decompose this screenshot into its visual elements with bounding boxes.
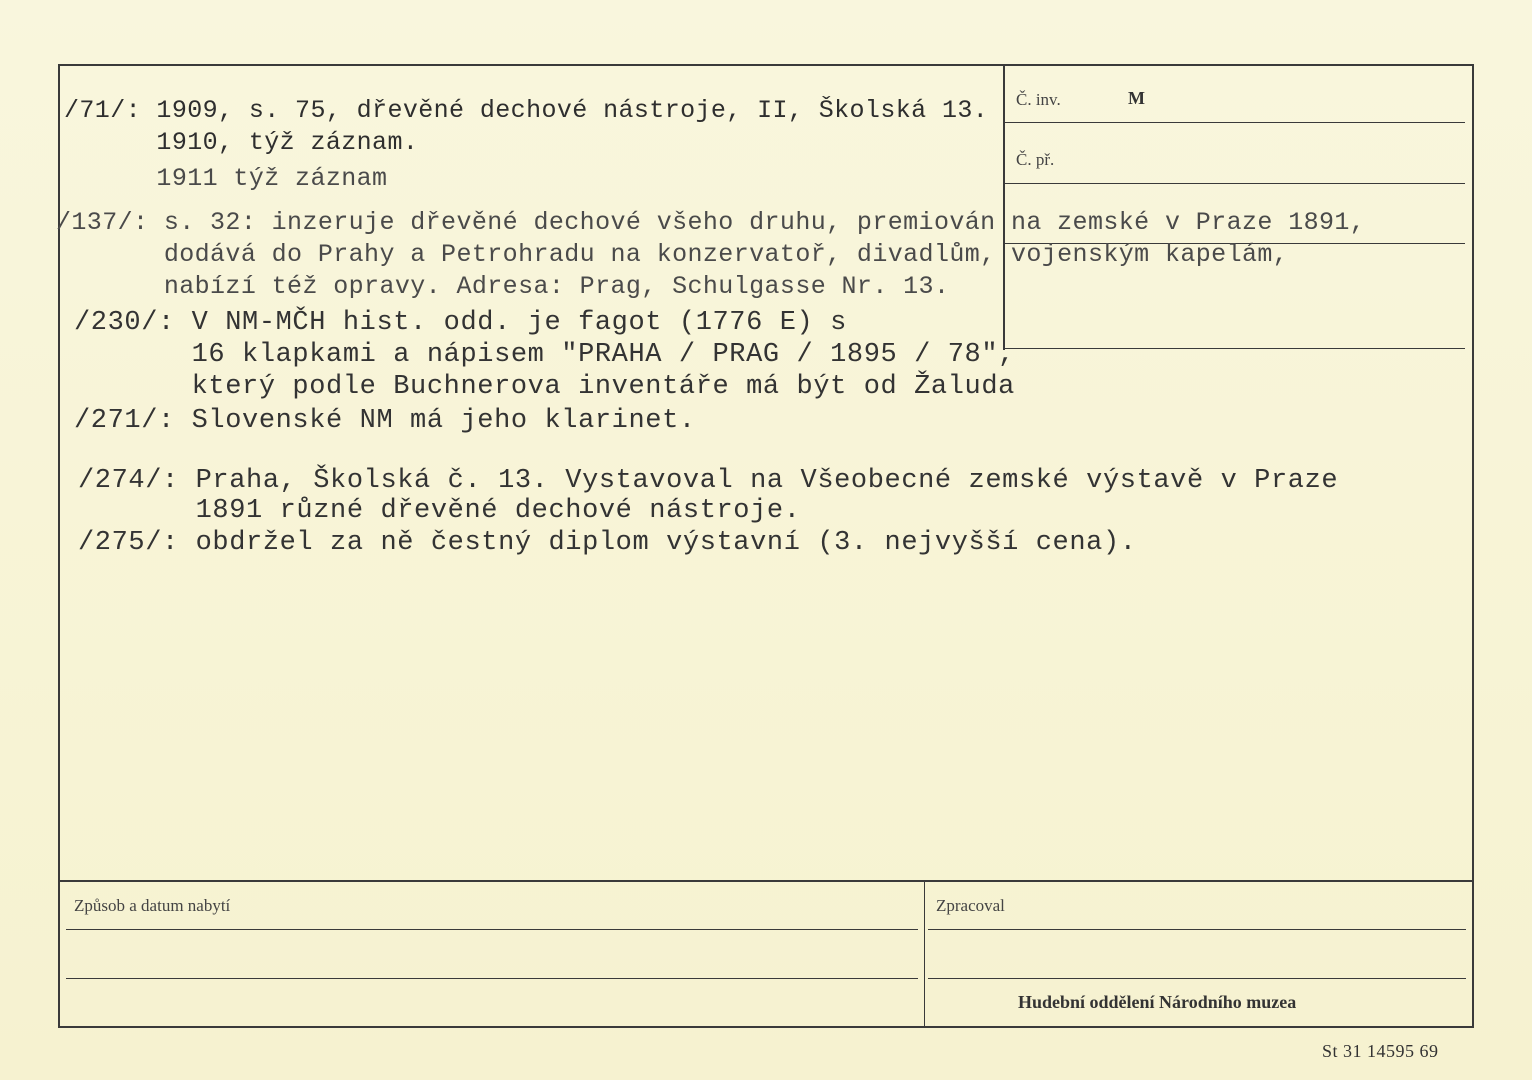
- entry-230-line2: 16 klapkami a nápisem "PRAHA / PRAG / 1895 / 78",: [74, 340, 1015, 370]
- acquisition-method-label: Způsob a datum nabytí: [74, 896, 231, 915]
- inv-box-bottom: [1003, 348, 1465, 349]
- entry-71-line3: 1911 týž záznam: [64, 164, 388, 193]
- inv-box-row1: [1003, 122, 1465, 123]
- entry-71-line2: 1910, týž záznam.: [64, 128, 419, 157]
- footer-left-row1: [66, 929, 918, 930]
- inv-box-row2: [1003, 183, 1465, 184]
- frame-top: [58, 64, 1474, 66]
- department-label: Hudební oddělení Národního muzea: [1018, 992, 1297, 1012]
- inv-number-label: Č. inv.: [1016, 90, 1061, 109]
- footer-top-line: [58, 880, 1474, 882]
- acquisition-number-label: Č. př.: [1016, 150, 1055, 169]
- entry-230-line1: /230/: V NM-MČH hist. odd. je fagot (1776 E) s: [74, 308, 847, 338]
- footer-left-row2: [66, 978, 918, 979]
- entry-274-line2: 1891 různé dřevěné dechové nástroje.: [78, 496, 801, 526]
- inv-number-value: M: [1128, 88, 1145, 108]
- entry-137-line1: /137/: s. 32: inzeruje dřevěné dechové všeho druhu, premiován na zemské v Praze 1891,: [56, 208, 1366, 237]
- serial-number: St 31 14595 69: [1322, 1041, 1439, 1061]
- inv-box-left: [1003, 64, 1005, 350]
- footer-right-row1: [928, 929, 1466, 930]
- entry-137-line3: nabízí též opravy. Adresa: Prag, Schulgasse Nr. 13.: [56, 272, 950, 301]
- entry-71-line1: /71/: 1909, s. 75, dřevěné dechové nástroje, II, Školská 13.: [64, 96, 989, 125]
- processed-by-label: Zpracoval: [936, 896, 1005, 915]
- entry-271-line1: /271/: Slovenské NM má jeho klarinet.: [74, 406, 696, 436]
- entry-137-line2: dodává do Prahy a Petrohradu na konzervatoř, divadlům, vojenským kapelám,: [56, 240, 1289, 269]
- frame-bottom: [58, 1026, 1474, 1028]
- frame-right: [1472, 64, 1474, 1028]
- footer-divider: [924, 880, 925, 1026]
- footer-right-row2: [928, 978, 1466, 979]
- entry-230-line3: který podle Buchnerova inventáře má být od Žaluda: [74, 372, 1015, 402]
- entry-275-line1: /275/: obdržel za ně čestný diplom výstavní (3. nejvyšší cena).: [78, 528, 1137, 558]
- entry-274-line1: /274/: Praha, Školská č. 13. Vystavoval na Všeobecné zemské výstavě v Praze: [78, 466, 1339, 496]
